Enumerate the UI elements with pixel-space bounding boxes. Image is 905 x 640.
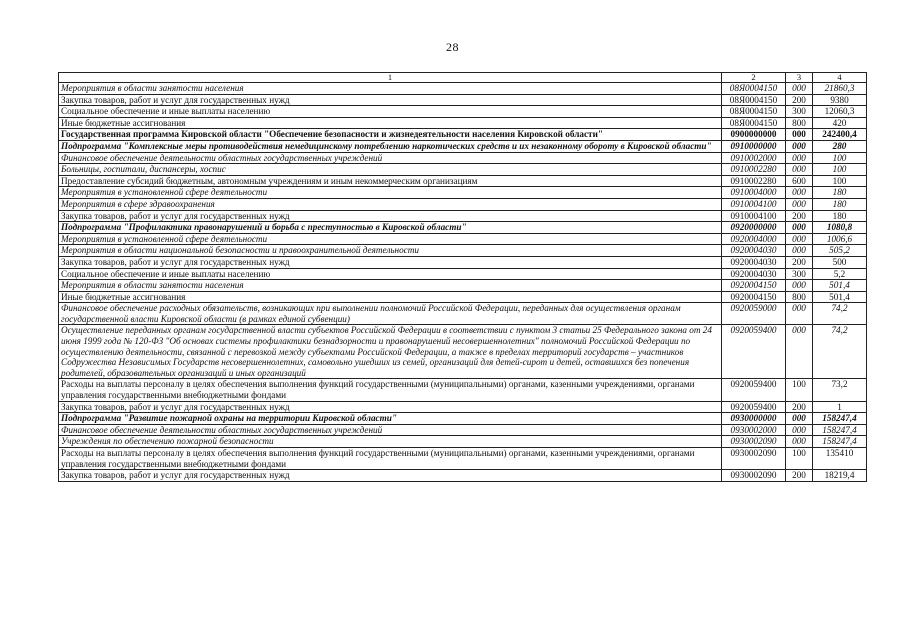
table-row [59, 424, 867, 436]
cell-type: 000 [786, 436, 813, 448]
cell-sum: 5,2 [813, 268, 867, 280]
table-row [59, 164, 867, 176]
cell-code: 0920004030 [722, 256, 786, 268]
table-row [59, 448, 867, 470]
cell-name: Мероприятия в сфере здравоохранения [59, 198, 722, 210]
table-row [59, 401, 867, 413]
cell-type: 000 [786, 152, 813, 164]
cell-code: 08Я0004150 [722, 106, 786, 118]
table-row [59, 117, 867, 129]
cell-type: 200 [786, 401, 813, 413]
cell-sum: 1080,8 [813, 222, 867, 234]
table-row [59, 379, 867, 401]
table-row [59, 413, 867, 425]
cell-type: 000 [786, 164, 813, 176]
cell-sum: 100 [813, 164, 867, 176]
cell-code: 0930002090 [722, 470, 786, 482]
cell-sum: 501,4 [813, 280, 867, 292]
cell-type: 000 [786, 245, 813, 257]
cell-code: 0920059400 [722, 401, 786, 413]
cell-type: 000 [786, 280, 813, 292]
cell-name: Учреждения по обеспечению пожарной безопасности [59, 436, 722, 448]
cell-code: 08Я0004150 [722, 117, 786, 129]
column-header-name: 1 [59, 73, 722, 83]
cell-name: Закупка товаров, работ и услуг для государственных нужд [59, 256, 722, 268]
cell-sum: 420 [813, 117, 867, 129]
cell-code: 0920059000 [722, 303, 786, 325]
column-header-type: 3 [786, 73, 813, 83]
cell-sum: 21860,3 [813, 83, 867, 95]
page-number: 28 [446, 40, 459, 54]
cell-name: Финансовое обеспечение деятельности областных государственных учреждений [59, 152, 722, 164]
cell-code: 0930002090 [722, 436, 786, 448]
cell-sum: 18219,4 [813, 470, 867, 482]
table-row [59, 436, 867, 448]
cell-type: 000 [786, 140, 813, 152]
table-row [59, 233, 867, 245]
column-header-sum: 4 [813, 73, 867, 83]
cell-sum: 1006,6 [813, 233, 867, 245]
cell-type: 600 [786, 175, 813, 187]
cell-type: 200 [786, 94, 813, 106]
cell-name: Закупка товаров, работ и услуг для государственных нужд [59, 401, 722, 413]
cell-name: Предоставление субсидий бюджетным, автономным учреждениям и иным некоммерческим организациям [59, 175, 722, 187]
cell-type: 000 [786, 83, 813, 95]
table-row [59, 187, 867, 199]
cell-sum: 100 [813, 152, 867, 164]
cell-code: 0930000000 [722, 413, 786, 425]
cell-name: Осуществление переданных органам государственной власти субъектов Российской Федерации в соответствии с пунктом 3 статьи 25 Федерального закона от 24 июня 1999 года № 120-ФЗ "Об основах системы профилактики безнадзорности и правонарушений несовершеннолетних" полномочий Российской Федерации по осуществлению деятельности, связанной с перевозкой между субъектами Российской Федерации, а также в пределах территорий государств – участников Содружества Независимых Государств несовершеннолетних, самовольно ушедших из семей, организаций для детей-сирот и детей, оставшихся без попечения родителей, образовательных организаций и иных организаций [59, 325, 722, 379]
cell-sum: 135410 [813, 448, 867, 470]
cell-sum: 180 [813, 210, 867, 222]
cell-code: 0920004150 [722, 280, 786, 292]
table-row [59, 303, 867, 325]
cell-sum: 180 [813, 198, 867, 210]
cell-name: Финансовое обеспечение деятельности областных государственных учреждений [59, 424, 722, 436]
cell-code: 0910000000 [722, 140, 786, 152]
cell-code: 08Я0004150 [722, 94, 786, 106]
cell-type: 000 [786, 413, 813, 425]
cell-sum: 1 [813, 401, 867, 413]
cell-type: 300 [786, 268, 813, 280]
cell-code: 0910004100 [722, 198, 786, 210]
table-row [59, 94, 867, 106]
cell-type: 000 [786, 424, 813, 436]
cell-code: 08Я0004150 [722, 83, 786, 95]
table-row [59, 106, 867, 118]
cell-type: 300 [786, 106, 813, 118]
cell-type: 000 [786, 233, 813, 245]
cell-name: Мероприятия в установленной сфере деятельности [59, 187, 722, 199]
table-row [59, 256, 867, 268]
cell-sum: 74,2 [813, 303, 867, 325]
cell-sum: 180 [813, 187, 867, 199]
cell-code: 0920059400 [722, 379, 786, 401]
cell-name: Расходы на выплаты персоналу в целях обеспечения выполнения функций государственными (муниципальными) органами, казенными учреждениями, органами управления государственными внебюджетными фондами [59, 379, 722, 401]
cell-name: Государственная программа Кировской области "Обеспечение безопасности и жизнедеятельности населения Кировской области" [59, 129, 722, 141]
cell-name: Мероприятия в установленной сфере деятельности [59, 233, 722, 245]
table-row [59, 280, 867, 292]
table-body [59, 83, 867, 482]
cell-name: Социальное обеспечение и иные выплаты населению [59, 106, 722, 118]
cell-name: Подпрограмма "Развитие пожарной охраны на территории Кировской области" [59, 413, 722, 425]
cell-name: Мероприятия в области национальной безопасности и правоохранительной деятельности [59, 245, 722, 257]
cell-type: 000 [786, 303, 813, 325]
cell-name: Мероприятия в области занятости населения [59, 83, 722, 95]
cell-code: 0920004000 [722, 233, 786, 245]
cell-code: 0910004100 [722, 210, 786, 222]
table-row [59, 140, 867, 152]
cell-code: 0920000000 [722, 222, 786, 234]
table-row [59, 268, 867, 280]
cell-sum: 12060,3 [813, 106, 867, 118]
cell-name: Закупка товаров, работ и услуг для государственных нужд [59, 470, 722, 482]
cell-name: Закупка товаров, работ и услуг для государственных нужд [59, 94, 722, 106]
cell-code: 0900000000 [722, 129, 786, 141]
cell-sum: 158247,4 [813, 436, 867, 448]
cell-sum: 73,2 [813, 379, 867, 401]
cell-sum: 9380 [813, 94, 867, 106]
cell-type: 800 [786, 291, 813, 303]
cell-sum: 280 [813, 140, 867, 152]
column-header-code: 2 [722, 73, 786, 83]
cell-code: 0930002000 [722, 424, 786, 436]
cell-code: 0910002000 [722, 152, 786, 164]
table-row [59, 245, 867, 257]
table-row [59, 325, 867, 379]
table-row [59, 129, 867, 141]
cell-type: 100 [786, 448, 813, 470]
table-row [59, 470, 867, 482]
cell-name: Закупка товаров, работ и услуг для государственных нужд [59, 210, 722, 222]
table-row [59, 210, 867, 222]
cell-code: 0920004150 [722, 291, 786, 303]
cell-code: 0910002280 [722, 164, 786, 176]
cell-code: 0920059400 [722, 325, 786, 379]
cell-type: 000 [786, 187, 813, 199]
cell-type: 000 [786, 325, 813, 379]
table-row [59, 83, 867, 95]
cell-name: Расходы на выплаты персоналу в целях обеспечения выполнения функций государственными (муниципальными) органами, казенными учреждениями, органами управления государственными внебюджетными фондами [59, 448, 722, 470]
cell-type: 000 [786, 129, 813, 141]
cell-type: 200 [786, 470, 813, 482]
cell-code: 0920004030 [722, 268, 786, 280]
cell-name: Подпрограмма "Профилактика правонарушений и борьба с преступностью в Кировской области" [59, 222, 722, 234]
cell-type: 000 [786, 222, 813, 234]
cell-name: Больницы, госпитали, диспансеры, хоспис [59, 164, 722, 176]
table-row [59, 152, 867, 164]
cell-sum: 500 [813, 256, 867, 268]
cell-name: Подпрограмма "Комплексные меры противодействия немедицинскому потреблению наркотических средств и их незаконному обороту в Кировской области" [59, 140, 722, 152]
cell-code: 0910002280 [722, 175, 786, 187]
cell-type: 800 [786, 117, 813, 129]
table-row [59, 198, 867, 210]
cell-name: Социальное обеспечение и иные выплаты населению [59, 268, 722, 280]
cell-type: 100 [786, 379, 813, 401]
cell-sum: 158247,4 [813, 413, 867, 425]
table-row [59, 291, 867, 303]
cell-name: Мероприятия в области занятости населения [59, 280, 722, 292]
cell-sum: 100 [813, 175, 867, 187]
cell-sum: 505,2 [813, 245, 867, 257]
table-row [59, 222, 867, 234]
budget-table [58, 72, 867, 482]
cell-code: 0930002090 [722, 448, 786, 470]
cell-sum: 74,2 [813, 325, 867, 379]
cell-code: 0910004000 [722, 187, 786, 199]
cell-sum: 501,4 [813, 291, 867, 303]
cell-sum: 242400,4 [813, 129, 867, 141]
cell-sum: 158247,4 [813, 424, 867, 436]
cell-type: 200 [786, 256, 813, 268]
table-row [59, 175, 867, 187]
cell-type: 000 [786, 198, 813, 210]
cell-name: Иные бюджетные ассигнования [59, 291, 722, 303]
cell-code: 0920004030 [722, 245, 786, 257]
cell-name: Финансовое обеспечение расходных обязательств, возникающих при выполнении полномочий Российской Федерации, переданных для осуществления органам государственной власти Кировской области (в рамках единой субвенции) [59, 303, 722, 325]
cell-name: Иные бюджетные ассигнования [59, 117, 722, 129]
table-header-row [59, 73, 867, 83]
cell-type: 200 [786, 210, 813, 222]
